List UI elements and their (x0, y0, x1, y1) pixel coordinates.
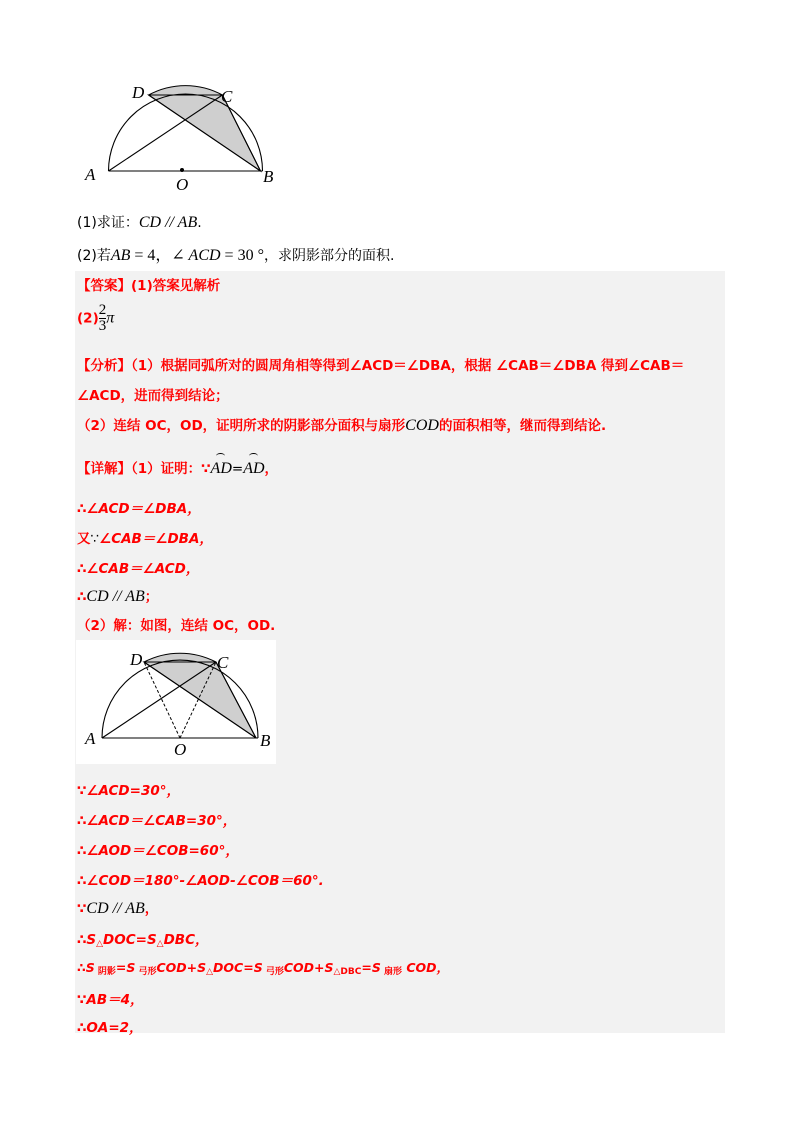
detail-step-5: （2）解：如图，连结 OC，OD. (77, 618, 276, 634)
detail-head: 【详解】（1）证明：∵AD=AD， (77, 460, 279, 477)
detail-step-6: ∵∠ACD=30°， (77, 783, 180, 799)
label-D: D (130, 650, 143, 669)
detail-step-7: ∴∠ACD＝∠CAB=30°， (77, 813, 237, 829)
detail-step-9: ∴∠COD＝180°-∠AOD-∠COB＝60°. (77, 873, 324, 889)
label-D: D (132, 83, 145, 102)
detail-step-3: ∴∠CAB＝∠ACD， (77, 561, 200, 577)
answer-line-1: 【答案】(1)答案见解析 (77, 278, 221, 294)
answer-line-2: (2) $\frac{2}{3}$ π (77, 302, 115, 334)
label-O: O (174, 740, 187, 759)
question-part-1: (1)求证：CD // AB. (77, 214, 202, 231)
question-part-2: (2)若AB = 4，∠ ACD = 30 °，求阴影部分的面积. (77, 247, 395, 264)
semicircle-figure-1 (80, 82, 290, 194)
detail-step-14: ∴OA=2， (77, 1020, 143, 1036)
label-B: B (263, 167, 274, 186)
detail-step-2: 又∵∠CAB＝∠DBA， (77, 531, 213, 547)
detail-step-10: ∵CD // AB， (77, 900, 159, 917)
analysis-line-2: ∠ACD，进而得到结论； (77, 388, 229, 404)
detail-step-11: $\therefore S_\triangle DOC=S_\triangle DBC$， (77, 932, 209, 949)
detail-step-13: ∵AB＝4， (77, 992, 144, 1008)
label-B: B (260, 731, 271, 750)
detail-step-1: ∴∠ACD＝∠DBA， (77, 501, 201, 517)
arc-ad-2: AD (243, 460, 265, 477)
label-C: C (221, 87, 233, 106)
analysis-line-3: （2）连结 OC，OD，证明所求的阴影部分面积与扇形COD的面积相等，继而得到结论. (77, 417, 607, 434)
detail-step-4: ∴CD // AB； (77, 588, 159, 605)
detail-step-12: ∴S $_{阴影}$=S $_{弓形}COD+S_\triangle DOC=S$ $_{弓形}COD+S_{\triangle DBC}=S$ $_{扇形}$ COD， (77, 960, 450, 977)
arc-ad-1: AD (210, 460, 232, 477)
detail-step-8: ∴∠AOD＝∠COB=60°， (77, 843, 239, 859)
semicircle-figure-2 (76, 640, 276, 764)
fraction: $\frac{2}{3}$ (98, 302, 107, 334)
label-A: A (85, 729, 96, 748)
analysis-line-1: 【分析】（1）根据同弧所对的圆周角相等得到∠ACD＝∠DBA，根据 ∠CAB＝∠DBA 得到∠CAB＝ (77, 358, 685, 374)
label-A: A (85, 165, 96, 184)
label-O: O (176, 175, 189, 194)
label-C: C (217, 653, 229, 672)
